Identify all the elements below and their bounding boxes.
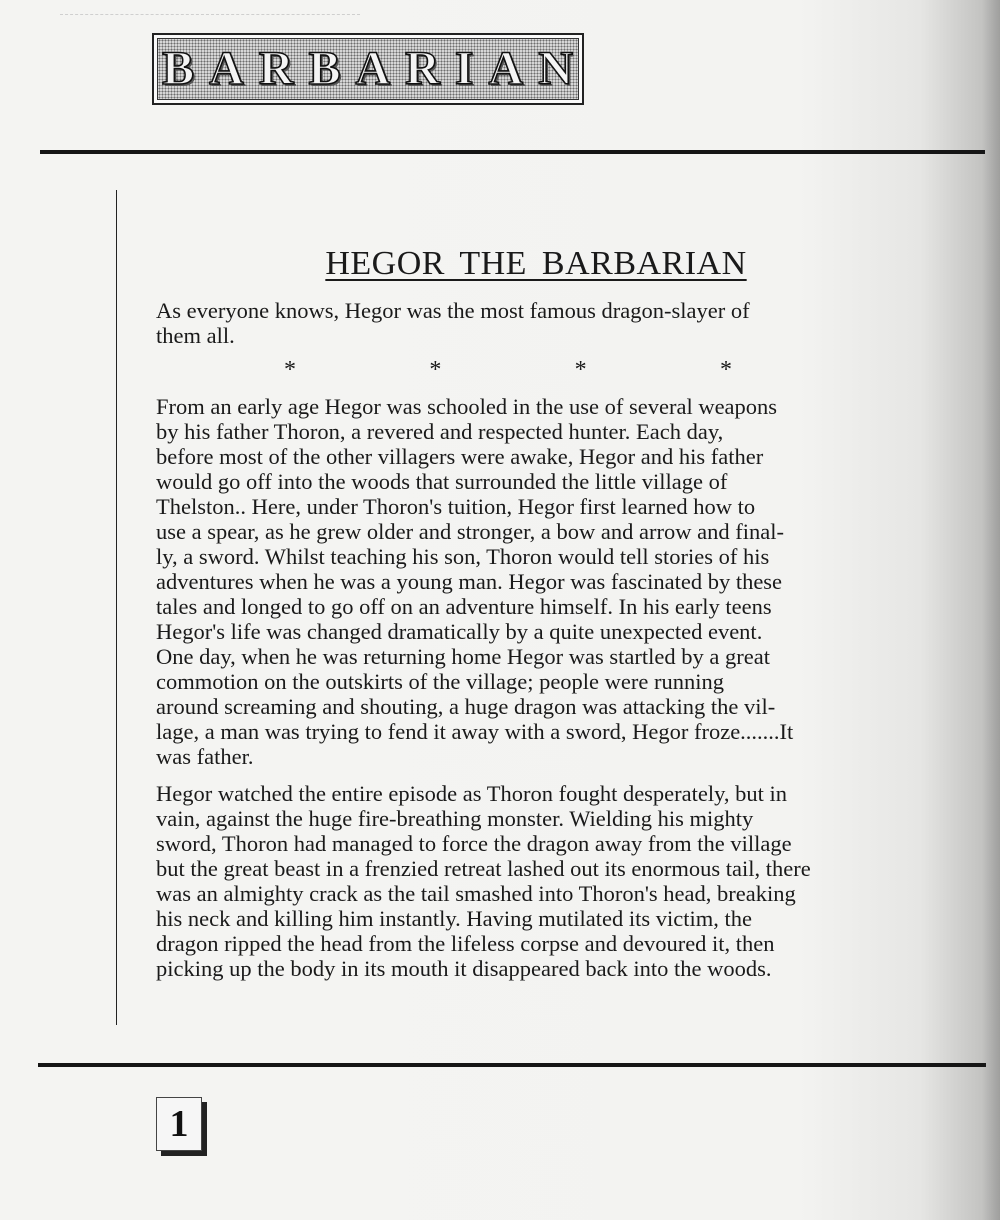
separator-star: *: [429, 357, 442, 383]
page-edge-shadow: [982, 0, 1000, 1220]
left-margin-line: [116, 190, 117, 1025]
bottom-divider: [38, 1063, 986, 1067]
top-edge-mark: [60, 14, 360, 17]
story-paragraph-2: Hegor watched the entire episode as Thoron fought desperately, but in vain, against the huge fire-breathing monster. Wielding his mighty sword, Thoron had managed to force the dragon away from the village but the great beast in a frenzied retreat lashed out its enormous tail, there was an almighty crack as the tail smashed into Thoron's head, breaking his neck and killing him instantly. Having mutilated its victim, the dragon ripped the head from the lifeless corpse and devoured it, then picking up the body in its mouth it disappeared back into the woods.: [156, 781, 811, 981]
barbarian-logo: [152, 33, 588, 105]
logo-text: BARBARIAN: [162, 42, 588, 95]
page-number: 1: [169, 1103, 189, 1145]
separator-star: *: [284, 357, 296, 383]
logo-stipple-panel: [157, 38, 588, 100]
separator-star: *: [719, 357, 732, 383]
intro-paragraph: As everyone knows, Hegor was the most famous dragon-slayer of them all.: [156, 298, 750, 348]
story-content: [156, 240, 876, 981]
section-separator: [284, 356, 732, 384]
page-title: HEGOR THE BARBARIAN: [325, 245, 747, 282]
story-paragraph-1: From an early age Hegor was schooled in the use of several weapons by his father Thoron, a revered and respected hunter. Each day, before most of the other villagers were awake, Hegor and his father would go off into the woods that surrounded the little village of Thelston.. Here, under Thoron's tuition, Hegor first learned how to use a spear, as he grew older and stronger, a bow and arrow and final- ly, a sword. Whilst teaching his son, Thoron would tell stories of his adventures when he was a young man. Hegor was fascinated by these tales and longed to go off on an adventure himself. In his early teens Hegor's life was changed dramatically by a quite unexpected event. One day, when he was returning home Hegor was startled by a great commotion on the outskirts of the village; people were running around screaming and shouting, a huge dragon was attacking the vil- lage, a man was trying to fend it away with a sword, Hegor froze.......It was father.: [156, 394, 794, 769]
top-divider: [40, 150, 985, 154]
separator-star: *: [574, 357, 587, 383]
page-number-box: [156, 1097, 202, 1151]
